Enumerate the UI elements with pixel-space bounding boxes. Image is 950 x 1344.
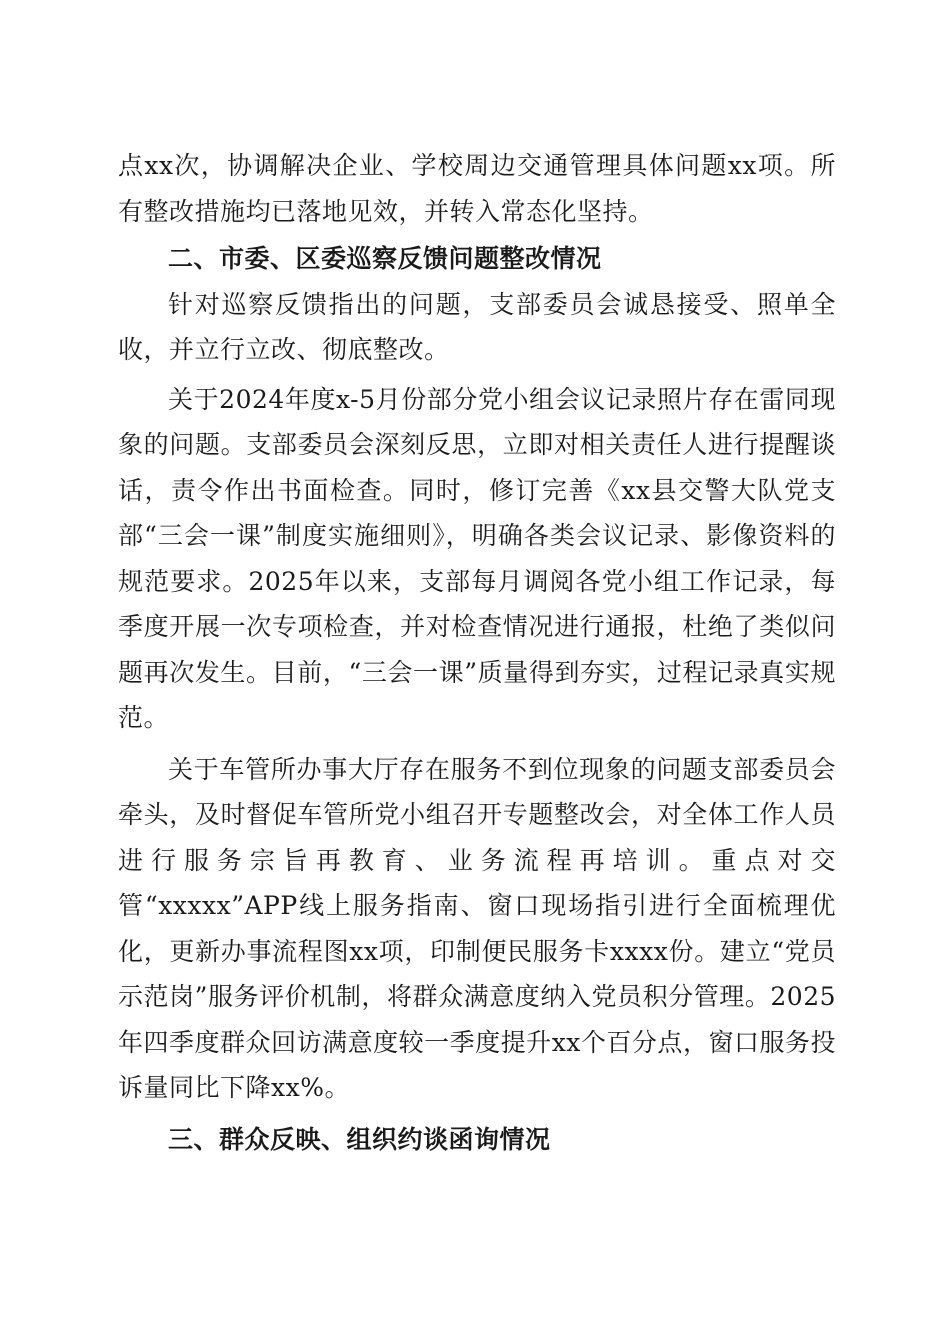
document-body [118, 143, 836, 1162]
paragraph-inspection-acceptance: 针对巡察反馈指出的问题，支部委员会诚恳接受、照单全收，并立行立改、彻底整改。 [118, 289, 836, 364]
paragraph-rectification-summary: 点xx次，协调解决企业、学校周边交通管理具体问题xx项。所有整改措施均已落地见效，并转入常态化坚持。 [118, 151, 836, 226]
paragraph-vehicle-office-service-issue: 关于车管所办事大厅存在服务不到位现象的问题支部委员会牵头，及时督促车管所党小组召开专题整改会，对全体工作人员进行服务宗旨再教育、业务流程再培训。重点对交管“xxxxx”APP线上服务指南、窗口现场指引进行全面梳理优化，更新办事流程图xx项，印制便民服务卡xxxx份。建立“党员示范岗”服务评价机制，将群众满意度纳入党员积分管理。2025年四季度群众回访满意度较一季度提升xx个百分点，窗口服务投诉量同比下降xx%。 [118, 754, 836, 1102]
paragraph-meeting-records-issue: 关于2024年度x-5月份部分党小组会议记录照片存在雷同现象的问题。支部委员会深刻反思，立即对相关责任人进行提醒谈话，责令作出书面检查。同时，修订完善《xx县交警大队党支部“三会一课”制度实施细则》，明确各类会议记录、影像资料的规范要求。2025年以来，支部每月调阅各党小组工作记录，每季度开展一次专项检查，并对检查情况进行通报，杜绝了类似问题再次发生。目前，“三会一课”质量得到夯实，过程记录真实规范。 [118, 384, 836, 732]
section-heading-inspection-feedback: 二、市委、区委巡察反馈问题整改情况 [168, 244, 602, 273]
section-heading-public-feedback: 三、群众反映、组织约谈函询情况 [168, 1124, 551, 1154]
